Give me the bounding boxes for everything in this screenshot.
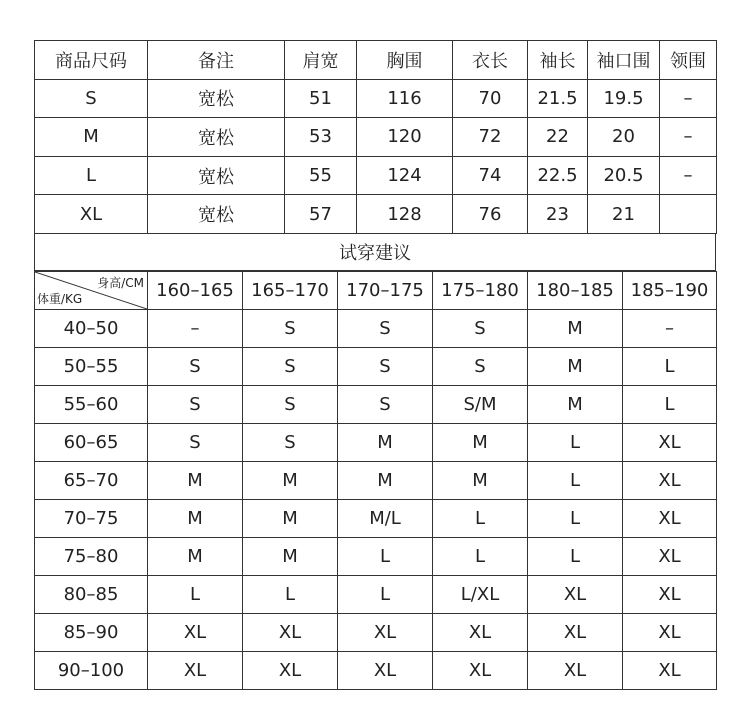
size-header-cell: 备注 [148, 41, 285, 80]
recommended-size-cell: S [338, 309, 433, 347]
size-cell: L [35, 156, 148, 195]
size-row [35, 79, 717, 118]
weight-range-cell: 65–70 [35, 461, 148, 499]
fit-row [35, 461, 717, 499]
size-cell: XL [35, 195, 148, 234]
fit-guide-title: 试穿建议 [35, 234, 716, 271]
size-cell: 55 [285, 156, 357, 195]
size-header-cell: 商品尺码 [35, 41, 148, 80]
fit-row [35, 575, 717, 613]
recommended-size-cell: XL [623, 575, 717, 613]
size-cell: 21.5 [528, 79, 588, 118]
size-cell [660, 195, 717, 234]
recommended-size-cell: – [623, 309, 717, 347]
size-header-row [35, 41, 717, 80]
recommended-size-cell: XL [243, 613, 338, 651]
recommended-size-cell: L [148, 575, 243, 613]
recommended-size-cell: S/M [433, 385, 528, 423]
recommended-size-cell: M [148, 499, 243, 537]
recommended-size-cell: L [338, 537, 433, 575]
size-cell: 23 [528, 195, 588, 234]
recommended-size-cell: M/L [338, 499, 433, 537]
recommended-size-cell: S [243, 423, 338, 461]
weight-range-cell: 75–80 [35, 537, 148, 575]
fit-row [35, 309, 717, 347]
recommended-size-cell: S [243, 309, 338, 347]
recommended-size-cell: XL [148, 613, 243, 651]
recommended-size-cell: XL [623, 423, 717, 461]
recommended-size-cell: L [433, 537, 528, 575]
size-cell: 72 [453, 118, 528, 157]
fit-row [35, 613, 717, 651]
recommended-size-cell: S [338, 347, 433, 385]
recommended-size-cell: L [528, 423, 623, 461]
height-range-cell: 170–175 [338, 271, 433, 309]
size-cell: 22.5 [528, 156, 588, 195]
size-cell: 22 [528, 118, 588, 157]
recommended-size-cell: M [528, 309, 623, 347]
recommended-size-cell: S [148, 347, 243, 385]
recommended-size-cell: – [148, 309, 243, 347]
size-cell: – [660, 156, 717, 195]
recommended-size-cell: M [433, 423, 528, 461]
weight-range-cell: 55–60 [35, 385, 148, 423]
height-range-cell: 180–185 [528, 271, 623, 309]
size-cell: 57 [285, 195, 357, 234]
height-axis-label: 身高/CM [97, 275, 144, 290]
recommended-size-cell: M [433, 461, 528, 499]
recommended-size-cell: S [243, 347, 338, 385]
size-header-cell: 袖长 [528, 41, 588, 80]
fit-row [35, 347, 717, 385]
size-header-cell: 袖口围 [588, 41, 660, 80]
fit-row [35, 423, 717, 461]
size-chart-table [34, 40, 717, 234]
size-row [35, 195, 717, 234]
size-cell: 70 [453, 79, 528, 118]
size-cell: 20 [588, 118, 660, 157]
recommended-size-cell: L [338, 575, 433, 613]
recommended-size-cell: XL [433, 651, 528, 689]
size-cell: 宽松 [148, 118, 285, 157]
recommended-size-cell: XL [623, 613, 717, 651]
recommended-size-cell: L [528, 461, 623, 499]
recommended-size-cell: L [623, 347, 717, 385]
recommended-size-cell: L [433, 499, 528, 537]
size-row [35, 118, 717, 157]
recommended-size-cell: XL [528, 575, 623, 613]
recommended-size-cell: L [528, 499, 623, 537]
size-cell: 宽松 [148, 195, 285, 234]
fit-row [35, 537, 717, 575]
size-cell: 128 [357, 195, 453, 234]
recommended-size-cell: XL [148, 651, 243, 689]
weight-range-cell: 60–65 [35, 423, 148, 461]
size-cell: S [35, 79, 148, 118]
recommended-size-cell: M [528, 347, 623, 385]
weight-axis-label: 体重/KG [37, 291, 83, 306]
size-header-cell: 胸围 [357, 41, 453, 80]
size-cell: 76 [453, 195, 528, 234]
recommended-size-cell: S [148, 423, 243, 461]
fit-row [35, 651, 717, 689]
recommended-size-cell: XL [623, 651, 717, 689]
weight-range-cell: 70–75 [35, 499, 148, 537]
fit-row [35, 499, 717, 537]
size-cell: 20.5 [588, 156, 660, 195]
recommended-size-cell: XL [623, 537, 717, 575]
recommended-size-cell: XL [338, 651, 433, 689]
recommended-size-cell: L [623, 385, 717, 423]
recommended-size-cell: L/XL [433, 575, 528, 613]
size-cell: 116 [357, 79, 453, 118]
size-row [35, 156, 717, 195]
recommended-size-cell: S [338, 385, 433, 423]
recommended-size-cell: XL [338, 613, 433, 651]
size-cell: 124 [357, 156, 453, 195]
height-range-cell: 160–165 [148, 271, 243, 309]
size-cell: 宽松 [148, 79, 285, 118]
size-header-cell: 肩宽 [285, 41, 357, 80]
recommended-size-cell: S [148, 385, 243, 423]
height-range-cell: 185–190 [623, 271, 717, 309]
size-guide [34, 40, 716, 690]
recommended-size-cell: M [243, 537, 338, 575]
recommended-size-cell: M [528, 385, 623, 423]
size-cell: 19.5 [588, 79, 660, 118]
size-cell: – [660, 79, 717, 118]
size-cell: 120 [357, 118, 453, 157]
size-header-cell: 领围 [660, 41, 717, 80]
recommended-size-cell: S [243, 385, 338, 423]
height-range-cell: 175–180 [433, 271, 528, 309]
weight-range-cell: 80–85 [35, 575, 148, 613]
recommended-size-cell: M [338, 423, 433, 461]
size-cell: – [660, 118, 717, 157]
recommended-size-cell: L [243, 575, 338, 613]
recommended-size-cell: XL [528, 651, 623, 689]
size-cell: 74 [453, 156, 528, 195]
fit-guide-table [34, 271, 717, 690]
weight-range-cell: 40–50 [35, 309, 148, 347]
fit-guide-title-table [34, 234, 716, 271]
fit-header-row [35, 271, 717, 309]
recommended-size-cell: XL [623, 499, 717, 537]
recommended-size-cell: S [433, 347, 528, 385]
recommended-size-cell: XL [528, 613, 623, 651]
size-cell: M [35, 118, 148, 157]
recommended-size-cell: XL [433, 613, 528, 651]
recommended-size-cell: L [528, 537, 623, 575]
recommended-size-cell: XL [243, 651, 338, 689]
size-header-cell: 衣长 [453, 41, 528, 80]
height-range-cell: 165–170 [243, 271, 338, 309]
recommended-size-cell: M [243, 499, 338, 537]
weight-range-cell: 85–90 [35, 613, 148, 651]
recommended-size-cell: M [148, 461, 243, 499]
weight-range-cell: 50–55 [35, 347, 148, 385]
recommended-size-cell: S [433, 309, 528, 347]
size-cell: 21 [588, 195, 660, 234]
weight-range-cell: 90–100 [35, 651, 148, 689]
fit-corner-cell [35, 271, 148, 309]
size-cell: 51 [285, 79, 357, 118]
size-cell: 宽松 [148, 156, 285, 195]
recommended-size-cell: M [243, 461, 338, 499]
recommended-size-cell: M [338, 461, 433, 499]
size-cell: 53 [285, 118, 357, 157]
recommended-size-cell: M [148, 537, 243, 575]
recommended-size-cell: XL [623, 461, 717, 499]
fit-row [35, 385, 717, 423]
